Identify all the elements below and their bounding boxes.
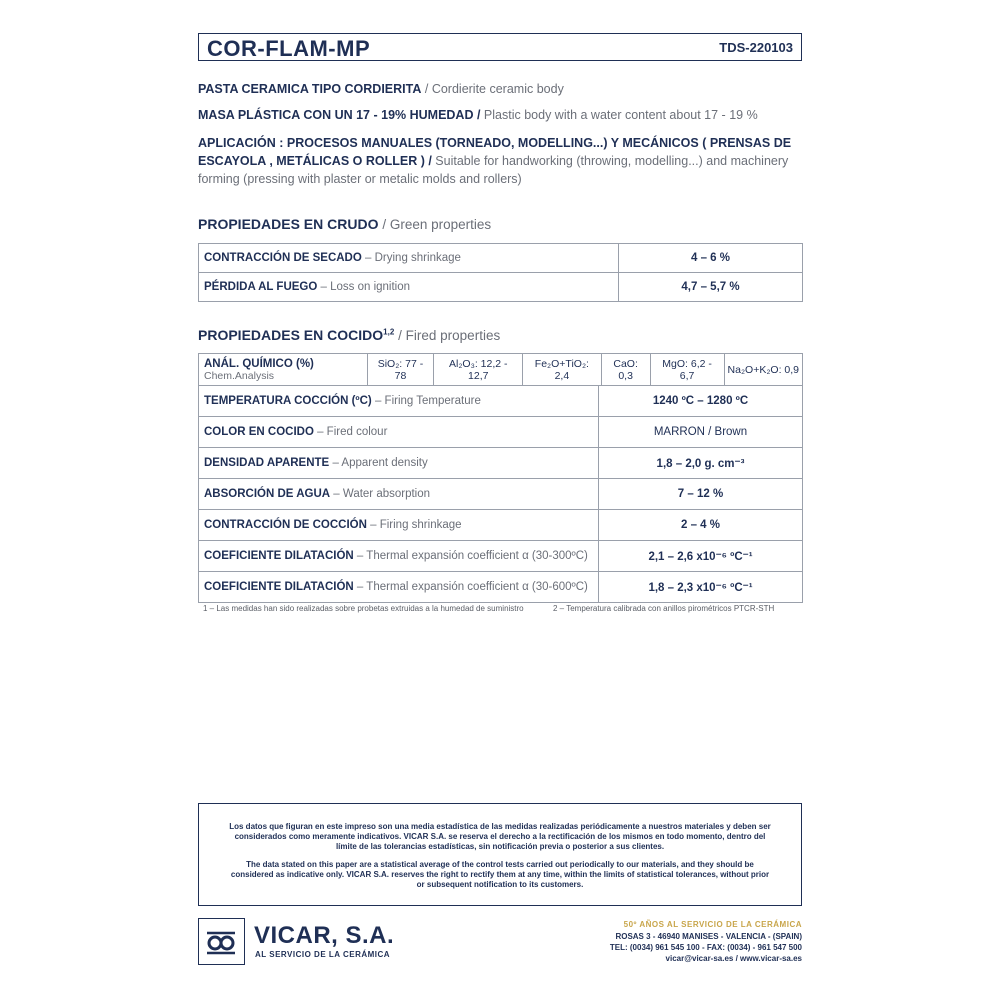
intro-line-3-es: APLICACIÓN : PROCESOS MANUALES (TORNEADO, MODELLING...) Y MECÁNICOS ( PRENSAS DE ESCAYOLA , METÁLICAS O ROLLER ) / [198,136,792,168]
chem-items-row [199,354,802,385]
row-label-en: – Loss on ignition [320,281,411,293]
fired-row-label [199,572,599,603]
row-label-en: – Thermal expansión coefficient α (30-600ºC) [356,581,588,593]
table-row [199,479,803,510]
row-label-en: – Drying shrinkage [365,252,461,264]
row-label-es: ABSORCIÓN DE AGUA [204,488,331,500]
footnote-2: 2 – Temperatura calibrada con anillos pirométricos PTCR-STH [553,604,775,613]
fired-row-value: 2,1 – 2,6 x10⁻⁶ ºC⁻¹ [599,541,803,572]
intro-line-1-es: PASTA CERAMICA TIPO CORDIERITA [198,82,422,96]
row-label-en: – Water absorption [333,488,431,500]
chem-analysis-cell [199,354,803,386]
email-web-line: vicar@vicar-sa.es / www.vicar-sa.es [665,954,802,963]
vicar-logo [198,918,245,965]
row-label-en: – Thermal expansión coefficient α (30-300ºC) [356,550,588,562]
chem-analysis-table [199,354,802,385]
anniversary-line: 50º AÑOS AL SERVICIO DE LA CERÁMICA [623,920,802,929]
table-row [199,417,803,448]
table-row [199,510,803,541]
green-properties-table [198,243,803,302]
row-label-es: PÉRDIDA AL FUEGO [204,281,318,293]
fired-row-value: 1240 ºC – 1280 ºC [599,386,803,417]
intro-line-3-en: Suitable for handworking (throwing, modelling...) and machinery forming (pressing with plaster or metalic molds and rollers) [198,154,789,186]
fired-properties-table [198,353,803,603]
intro-line-1-en: / Cordierite ceramic body [424,82,564,96]
green-title-es: PROPIEDADES EN CRUDO [198,216,379,232]
fired-row-value: 2 – 4 % [599,510,803,541]
green-row-2-label [199,273,619,302]
row-label-es: TEMPERATURA COCCIÓN (ºC) [204,395,372,407]
fired-title-sup: 1,2 [383,327,395,337]
fired-row-value: MARRON / Brown [599,417,803,448]
chem-label [199,354,367,385]
row-label-en: – Apparent density [332,457,428,469]
chem-item-al2o3: Al₂O₃: 12,2 - 12,7 [434,354,523,385]
row-label-es: DENSIDAD APARENTE [204,457,330,469]
chem-item-sio2: SiO₂: 77 - 78 [367,354,434,385]
fired-row-value: 1,8 – 2,3 x10⁻⁶ ºC⁻¹ [599,572,803,603]
row-label-en: – Fired colour [317,426,388,438]
disclaimer-es: Los datos que figuran en este impreso son una media estadística de las medidas realizadas periódicamente a nuestros materiales y deben ser considerados como meramente indicativos. VICAR S.A. se reserva el derecho a la rectificación de los mismos en todo momento, dentro del límite de las tolerancias estadísticas, sin notificación previa o posterior a sus clientes. [229,822,771,851]
logo-mark-icon [199,919,243,963]
phone-fax-line: TEL: (0034) 961 545 100 - FAX: (0034) - 961 547 500 [609,943,802,952]
fired-row-label [199,541,599,572]
title-box [198,33,802,61]
fired-section-title [198,327,500,343]
row-label-es: COEFICIENTE DILATACIÓN [204,550,354,562]
row-label-en: – Firing shrinkage [370,519,462,531]
table-row [199,386,803,417]
intro-line-3 [198,134,802,188]
row-label-es: CONTRACCIÓN DE SECADO [204,252,362,264]
chem-analysis-row [199,354,803,386]
fired-row-label [199,448,599,479]
chem-label-es: ANÁL. QUÍMICO (%) [204,357,314,370]
table-row [199,448,803,479]
brand-name: VICAR, S.A. [254,922,395,949]
green-section-title [198,216,491,232]
disclaimer-box [198,803,802,906]
tds-code: TDS-220103 [719,40,793,55]
green-row-1-value: 4 – 6 % [619,244,803,273]
intro-line-2-es: MASA PLÁSTICA CON UN 17 - 19% HUMEDAD / [198,108,481,122]
table-row [199,541,803,572]
green-title-en: / Green properties [382,217,492,232]
chem-item-cao: CaO: 0,3 [601,354,650,385]
fired-title-en: / Fired properties [398,328,501,343]
intro-line-2-en: Plastic body with a water content about 17 - 19 % [483,108,758,122]
brand-tagline: AL SERVICIO DE LA CERÁMICA [255,950,391,959]
intro-line-1 [198,80,802,98]
row-label-es: CONTRACCIÓN DE COCCIÓN [204,519,367,531]
fired-row-label [199,386,599,417]
footnote-1: 1 – Las medidas han sido realizadas sobre probetas extruidas a la humedad de suministro [203,604,524,613]
chem-item-fe2o-tio2: Fe₂O+TiO₂: 2,4 [523,354,602,385]
table-row [199,572,803,603]
fired-title-es: PROPIEDADES EN COCIDO [198,327,384,343]
product-title: COR-FLAM-MP [207,36,371,61]
table-row [199,273,803,302]
table-row [199,244,803,273]
row-label-es: COEFICIENTE DILATACIÓN [204,581,354,593]
disclaimer-en: The data stated on this paper are a statistical average of the control tests carried out periodically to our materials, and they should be considered as indicative only. VICAR S.A. reserves the right to rectify them at any time, within the limits of statistical tolerances, without prior or subsequent notification to its customers. [230,860,770,889]
intro-line-2 [198,106,802,124]
chem-item-mgo: MgO: 6,2 - 6,7 [650,354,724,385]
address-line: ROSAS 3 - 46940 MANISES - VALENCIA - (SPAIN) [615,932,802,941]
green-row-1-label [199,244,619,273]
fired-row-label [199,510,599,541]
row-label-en: – Firing Temperature [374,395,481,407]
chem-label-en: Chem.Analysis [204,369,275,382]
fired-row-value: 1,8 – 2,0 g. cm⁻³ [599,448,803,479]
fired-row-value: 7 – 12 % [599,479,803,510]
fired-row-label [199,479,599,510]
chem-item-na2o-k2o: Na₂O+K₂O: 0,9 [724,354,802,385]
green-row-2-value: 4,7 – 5,7 % [619,273,803,302]
row-label-es: COLOR EN COCIDO [204,426,314,438]
fired-row-label [199,417,599,448]
